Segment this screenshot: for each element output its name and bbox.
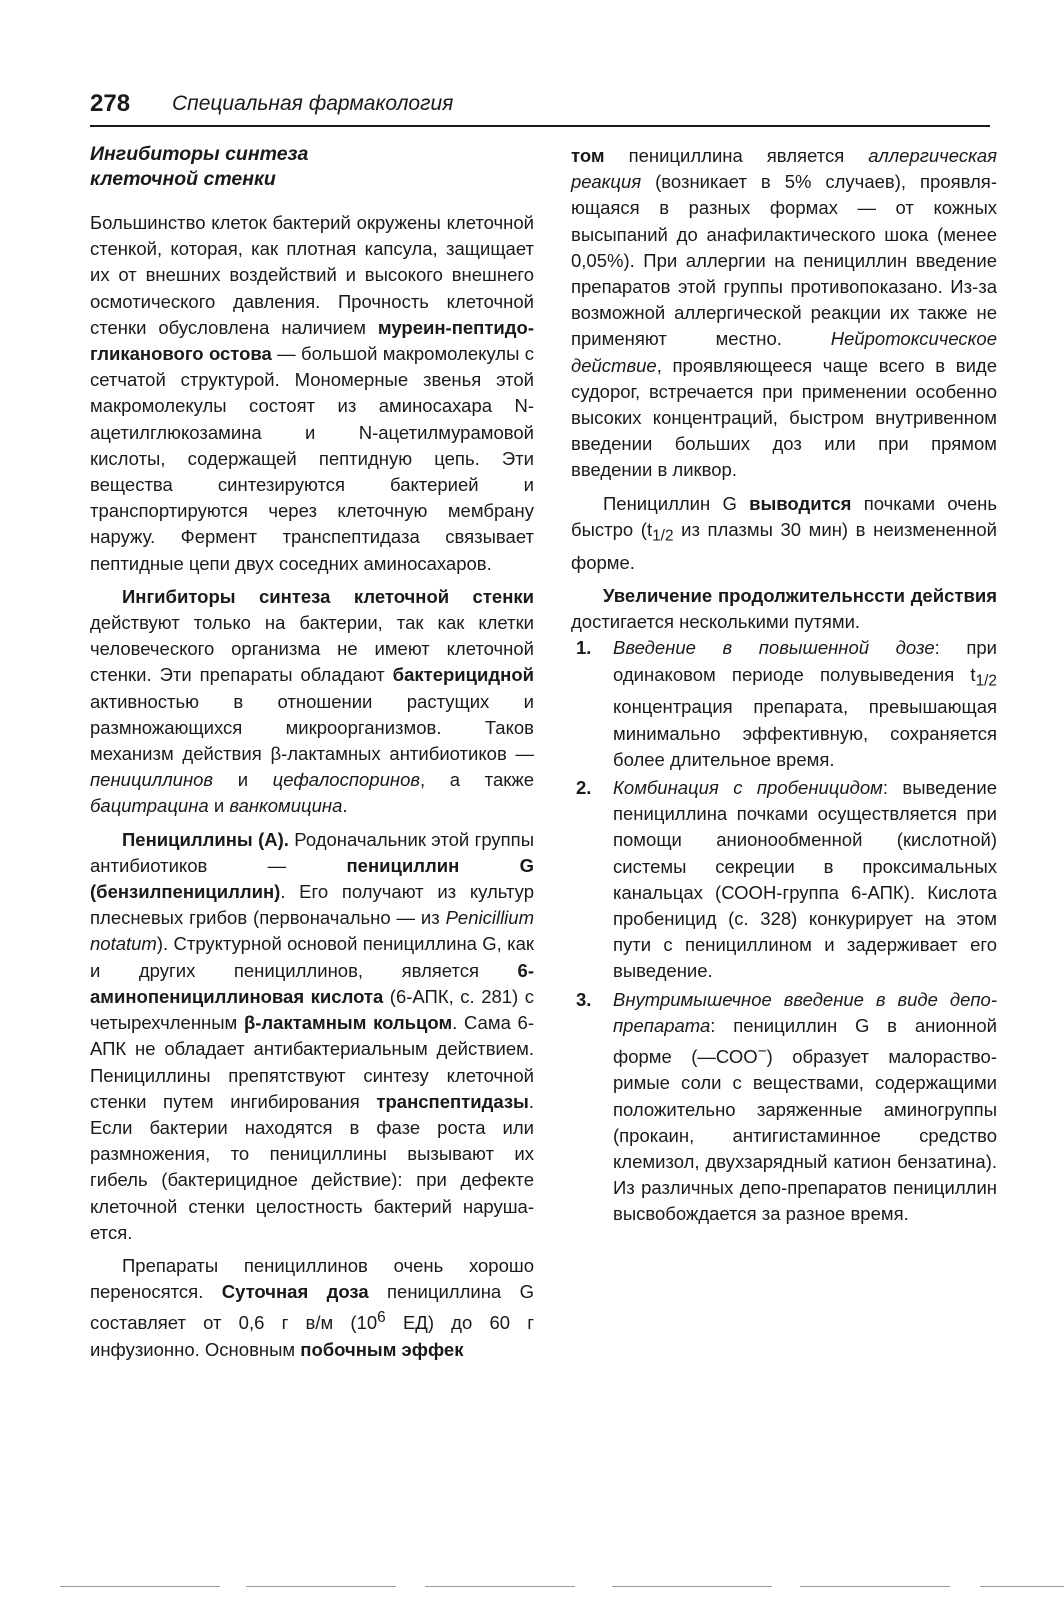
list-number: 3. <box>576 988 592 1010</box>
text: и <box>213 769 273 791</box>
term-6-apa: 6-аминопенициллиновая кислота <box>90 959 534 1007</box>
text: Родоначальник этой группы антибиотиков — <box>90 828 534 876</box>
text: концентрация препарата, превышающая минимально эффективную, сохраняется более длительное время. <box>613 696 997 770</box>
term-vancomycin: ванкомицина <box>229 795 343 817</box>
page-header <box>90 90 990 130</box>
term-neurotoxic: Нейротоксическое действие <box>571 328 997 376</box>
text: Препараты пенициллинов очень хорошо переносятся. <box>90 1254 534 1303</box>
term-bactericidal: бактерицидной <box>392 664 534 686</box>
list-number: 2. <box>576 777 592 799</box>
section-title <box>90 142 534 192</box>
header-rule <box>90 125 990 127</box>
text: активностью в отношении растущих и размножающихся микроорганизмов. Таков механизм действия β-лактамных антибиотиков — <box>90 690 534 765</box>
term-inhibitors: Ингибиторы синтеза клеточной стенки <box>122 585 534 607</box>
left-column <box>90 142 534 1363</box>
term-prolongation: Увеличение продолжительнсcти действия <box>603 584 997 606</box>
term-allergic-reaction: аллергическая реакция <box>571 145 997 193</box>
text: . <box>342 795 348 817</box>
term-penicillium: Penicillium notatum <box>90 907 534 955</box>
text: почками очень быстро (t <box>571 492 997 540</box>
term-transpeptidase: транспептидазы <box>376 1090 529 1112</box>
page-number: 278 <box>90 90 131 117</box>
numbered-list <box>571 635 997 1227</box>
text: , проявляющееся чаще всего в виде судорог, встречается при применении особенно высоких концентраций, быстром внутривенном введении больших доз или при прямом введении в ликвор. <box>571 354 997 481</box>
footer-rule <box>612 1586 772 1587</box>
term-penicillin-g: пенициллин G (бензилпенициллин) <box>90 854 534 903</box>
term-side-effect: побочным эффек <box>300 1338 464 1360</box>
superscript: − <box>757 1043 767 1061</box>
text: . Сама 6-АПК не обладает антибактериальным действием. Пенициллины препятствуют синтезу клеточной стенки путем ингибирования <box>90 1012 534 1112</box>
term-excreted: выводится <box>749 492 852 514</box>
text: Пенициллин G <box>603 492 750 514</box>
footer-rule <box>425 1586 575 1587</box>
text: : выведение пенициллина почками осуществляется при помощи анионообменной (кислотной) системы секреции в проксимальных канальцах (СООН-группа 6-АПК). Кислота пробеницид (с. 328) конкурирует на этом пути с пенициллином и задерживает его выведение. <box>613 777 997 982</box>
footer-rule <box>980 1586 1064 1587</box>
text: Большинство клеток бактерий окружены клеточной стенкой, которая, как плотная капсула, защищает их от внешних воздействий и высокого внешнего осмотического давления. Прочность клеточной стенки обусловлена наличием <box>90 212 534 338</box>
text: пенициллина является <box>604 145 869 166</box>
paragraph-penicillins <box>90 827 534 1246</box>
list-item <box>571 987 997 1228</box>
paragraph-tolerance <box>90 1253 534 1363</box>
term-tom: том <box>571 145 605 166</box>
text: . Его получают из культур плесневых грибов (первоначально — из <box>90 881 534 929</box>
running-title: Специальная фармакология <box>172 92 454 115</box>
paragraph-side-effects <box>571 143 997 484</box>
text: : при одинаковом периоде полувыведения t <box>613 637 997 685</box>
text: : пенициллин G в анионной форме (—СОО <box>613 1014 997 1068</box>
footer-rule <box>246 1586 396 1587</box>
subscript: 1/2 <box>975 672 997 690</box>
paragraph-excretion <box>571 491 997 576</box>
text: достигается несколькими путями. <box>571 611 861 633</box>
section-title-line-1: Ингибиторы синтеза <box>90 143 309 165</box>
term-murein: муреин-пептидогликанового остова <box>90 316 534 365</box>
text: , а также <box>420 769 534 791</box>
text: (6-АПК, с. 281) с четырехчленным <box>90 985 534 1034</box>
subscript: 1/2 <box>652 527 674 545</box>
text: (возникает в 5% случаев), проявляющаяся в разных формах — от кожных высыпаний до анафилактического шока (менее 0,05%). При аллергии на пенициллин введение препаратов этой группы противопоказано. Из-за возможной аллергической реакции их также не применяют местно. <box>571 171 997 350</box>
footer-rule <box>60 1586 220 1587</box>
paragraph-cell-wall <box>90 210 534 577</box>
paragraph-prolongation <box>571 583 997 635</box>
superscript: 6 <box>377 1309 386 1327</box>
text: . Если бактерии находятся в фазе роста или размножения, то пенициллины вызывают их гибель (бактерицидное действие): при дефекте клеточной стенки целостность бактерий нарушается. <box>90 1090 534 1243</box>
text: ). Структурной основой пенициллина G, как и других пенициллинов, является <box>90 933 534 981</box>
text: действуют только на бактерии, так как клетки человеческого организма не имеют клеточной стенки. Эти препараты обладают <box>90 612 534 686</box>
term-penicillins-a: Пенициллины (А). <box>122 828 289 850</box>
term-beta-lactam: β-лактамным кольцом <box>243 1012 453 1034</box>
footer-rule <box>800 1586 950 1587</box>
list-term: Введение в повышенной дозе <box>613 637 935 659</box>
text: ) образует малорастворимые соли с веществами, содержащими положительно заряженные аминогруппы (прокаин, антигистаминное средство клемизол, двухзарядный катион бензатина). Из различных депо-препаратов пенициллин высвобождается за разное время. <box>613 1046 998 1225</box>
text: ЕД) до 60 г инфузионно. Основным <box>90 1312 534 1360</box>
footer-rules <box>0 1586 1064 1588</box>
term-cephalosporins: цефалоспоринов <box>272 769 421 791</box>
text: пенициллина G составляет от 0,6 г в/м (10 <box>90 1281 534 1334</box>
list-term: Внутримышечное введение в виде депо-препарата <box>613 988 997 1036</box>
list-item <box>571 635 997 773</box>
list-number: 1. <box>576 637 592 659</box>
list-item <box>571 775 997 985</box>
term-penicillins: пенициллинов <box>90 769 214 791</box>
term-bacitracin: бацитрацина <box>90 795 209 817</box>
right-column <box>571 143 997 1230</box>
section-title-line-2: клеточной стенки <box>90 168 276 190</box>
text: из плазмы 30 мин) в неизмененной форме. <box>571 518 997 573</box>
paragraph-inhibitors <box>90 584 534 820</box>
list-term: Комбинация с пробеницидом <box>613 777 883 799</box>
text: и <box>208 795 230 817</box>
text: — большой макромолекулы с сетчатой структурой. Мономерные звенья этой макромолекулы состоят из аминосахара N-ацетилглюкозамина и N-ацетилмурамовой кислоты, содержащей пептидную цепь. Эти вещества синтезируются бактерией и транспортируются через клеточную мембрану наружу. Фермент транспептидаза связывает пептидные цепи двух соседних аминосахаров. <box>90 343 534 574</box>
term-daily-dose: Суточная доза <box>221 1281 369 1303</box>
